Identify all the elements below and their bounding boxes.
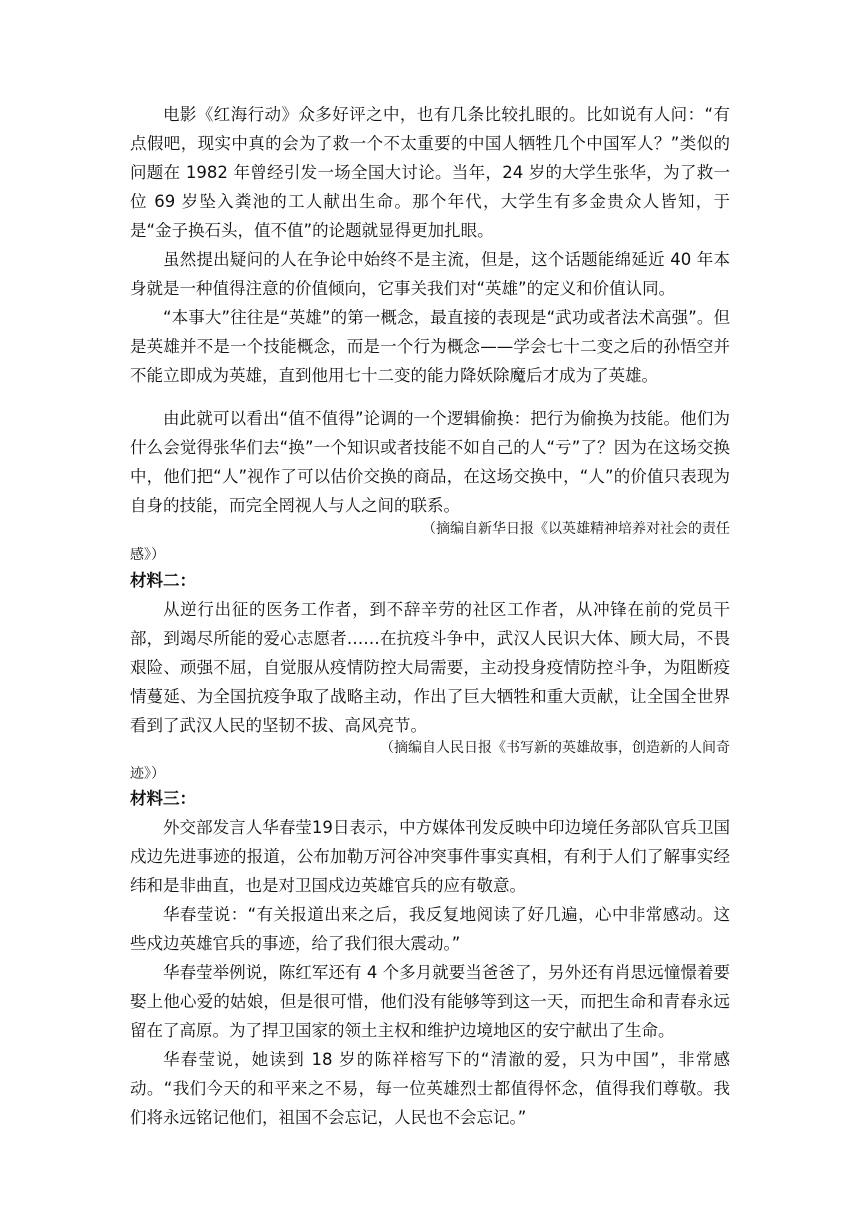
material-one-paragraph-4: 由此就可以看出“值不值得”论调的一个逻辑偷换：把行为偷换为技能。他们为什么会觉得张华们去“换”一个知识或者技能不如自己的人“亏”了？因为在这场交换中，他们把“人”视作了可以估价交换的商品，在这场交换中，“人”的价值只表现为自身的技能，而完全罔视人与人之间的联系。 xyxy=(130,409,730,515)
material-two-source-cont: 迹》） xyxy=(130,766,165,782)
material-one-paragraph-1: 电影《红海行动》众多好评之中，也有几条比较扎眼的。比如说有人问：“有点假吧，现实中真的会为了救一个不太重要的中国人牺牲几个中国军人？”类似的问题在 1982 年曾经引发一场全国大讨论。当年，24 岁的大学生张华，为了救一位 69 岁坠入粪池的工人献出生命。那个年代，大学生有多金贵众人皆知，于是“金子换石头，值不值”的论题就显得更加扎眼。 xyxy=(130,105,730,240)
material-two-source: （摘编自人民日报《书写新的英雄故事，创造新的人间奇 xyxy=(380,740,730,756)
material-three-paragraph-3: 华春莹举例说，陈红军还有 4 个多月就要当爸爸了，另外还有肖思远憧憬着要娶上他心爱的姑娘，但是很可惜，他们没有能够等到这一天，而把生命和青春永远留在了高原。为了捍卫国家的领土主权和维护边境地区的安宁献出了生命。 xyxy=(130,963,730,1040)
material-three-paragraph-4: 华春莹说，她读到 18 岁的陈祥榕写下的“清澈的爱，只为中国”，非常感动。“我们今天的和平来之不易，每一位英雄烈士都值得怀念，值得我们尊敬。我们将永远铭记他们，祖国不会忘记，人民也不会忘记。” xyxy=(130,1050,730,1127)
material-three-paragraph-2: 华春莹说：“有关报道出来之后，我反复地阅读了好几遍，心中非常感动。这些戍边英雄官兵的事迹，给了我们很大震动。” xyxy=(130,905,730,953)
material-two-paragraph: 从逆行出征的医务工作者，到不辞辛劳的社区工作者，从冲锋在前的党员干部，到竭尽所能的爱心志愿者……在抗疫斗争中，武汉人民识大体、顾大局，不畏艰险、顽强不屈，自觉服从疫情防控大局需要，主动投身疫情防控斗争，为阻断疫情蔓延、为全国抗疫争取了战略主动，作出了巨大牺牲和重大贡献，让全国全世界看到了武汉人民的坚韧不拔、高风亮节。 xyxy=(130,600,730,735)
material-one-paragraph-2: 虽然提出疑问的人在争论中始终不是主流，但是，这个话题能绵延近 40 年本身就是一种值得注意的价值倾向，它事关我们对“英雄”的定义和价值认同。 xyxy=(130,250,730,298)
material-two-heading: 材料二： xyxy=(130,571,196,590)
material-three-paragraph-1: 外交部发言人华春莹19日表示，中方媒体刊发反映中印边境任务部队官兵卫国戍边先进事迹的报道，公布加勒万河谷冲突事件事实真相，有利于人们了解事实经纬和是非曲直，也是对卫国戍边英雄官兵的应有敬意。 xyxy=(130,818,730,895)
material-three-heading: 材料三： xyxy=(130,789,196,808)
material-one-source: （摘编自新华日报《以英雄精神培养对社会的责任 xyxy=(422,521,730,537)
material-one-source-cont: 感》） xyxy=(130,547,165,563)
material-one-paragraph-3: “本事大”往往是“英雄”的第一概念，最直接的表现是“武功或者法术高强”。但是英雄并不是一个技能概念，而是一个行为概念——学会七十二变之后的孙悟空并不能立即成为英雄，直到他用七十二变的能力降妖除魔后才成为了英雄。 xyxy=(130,308,730,385)
